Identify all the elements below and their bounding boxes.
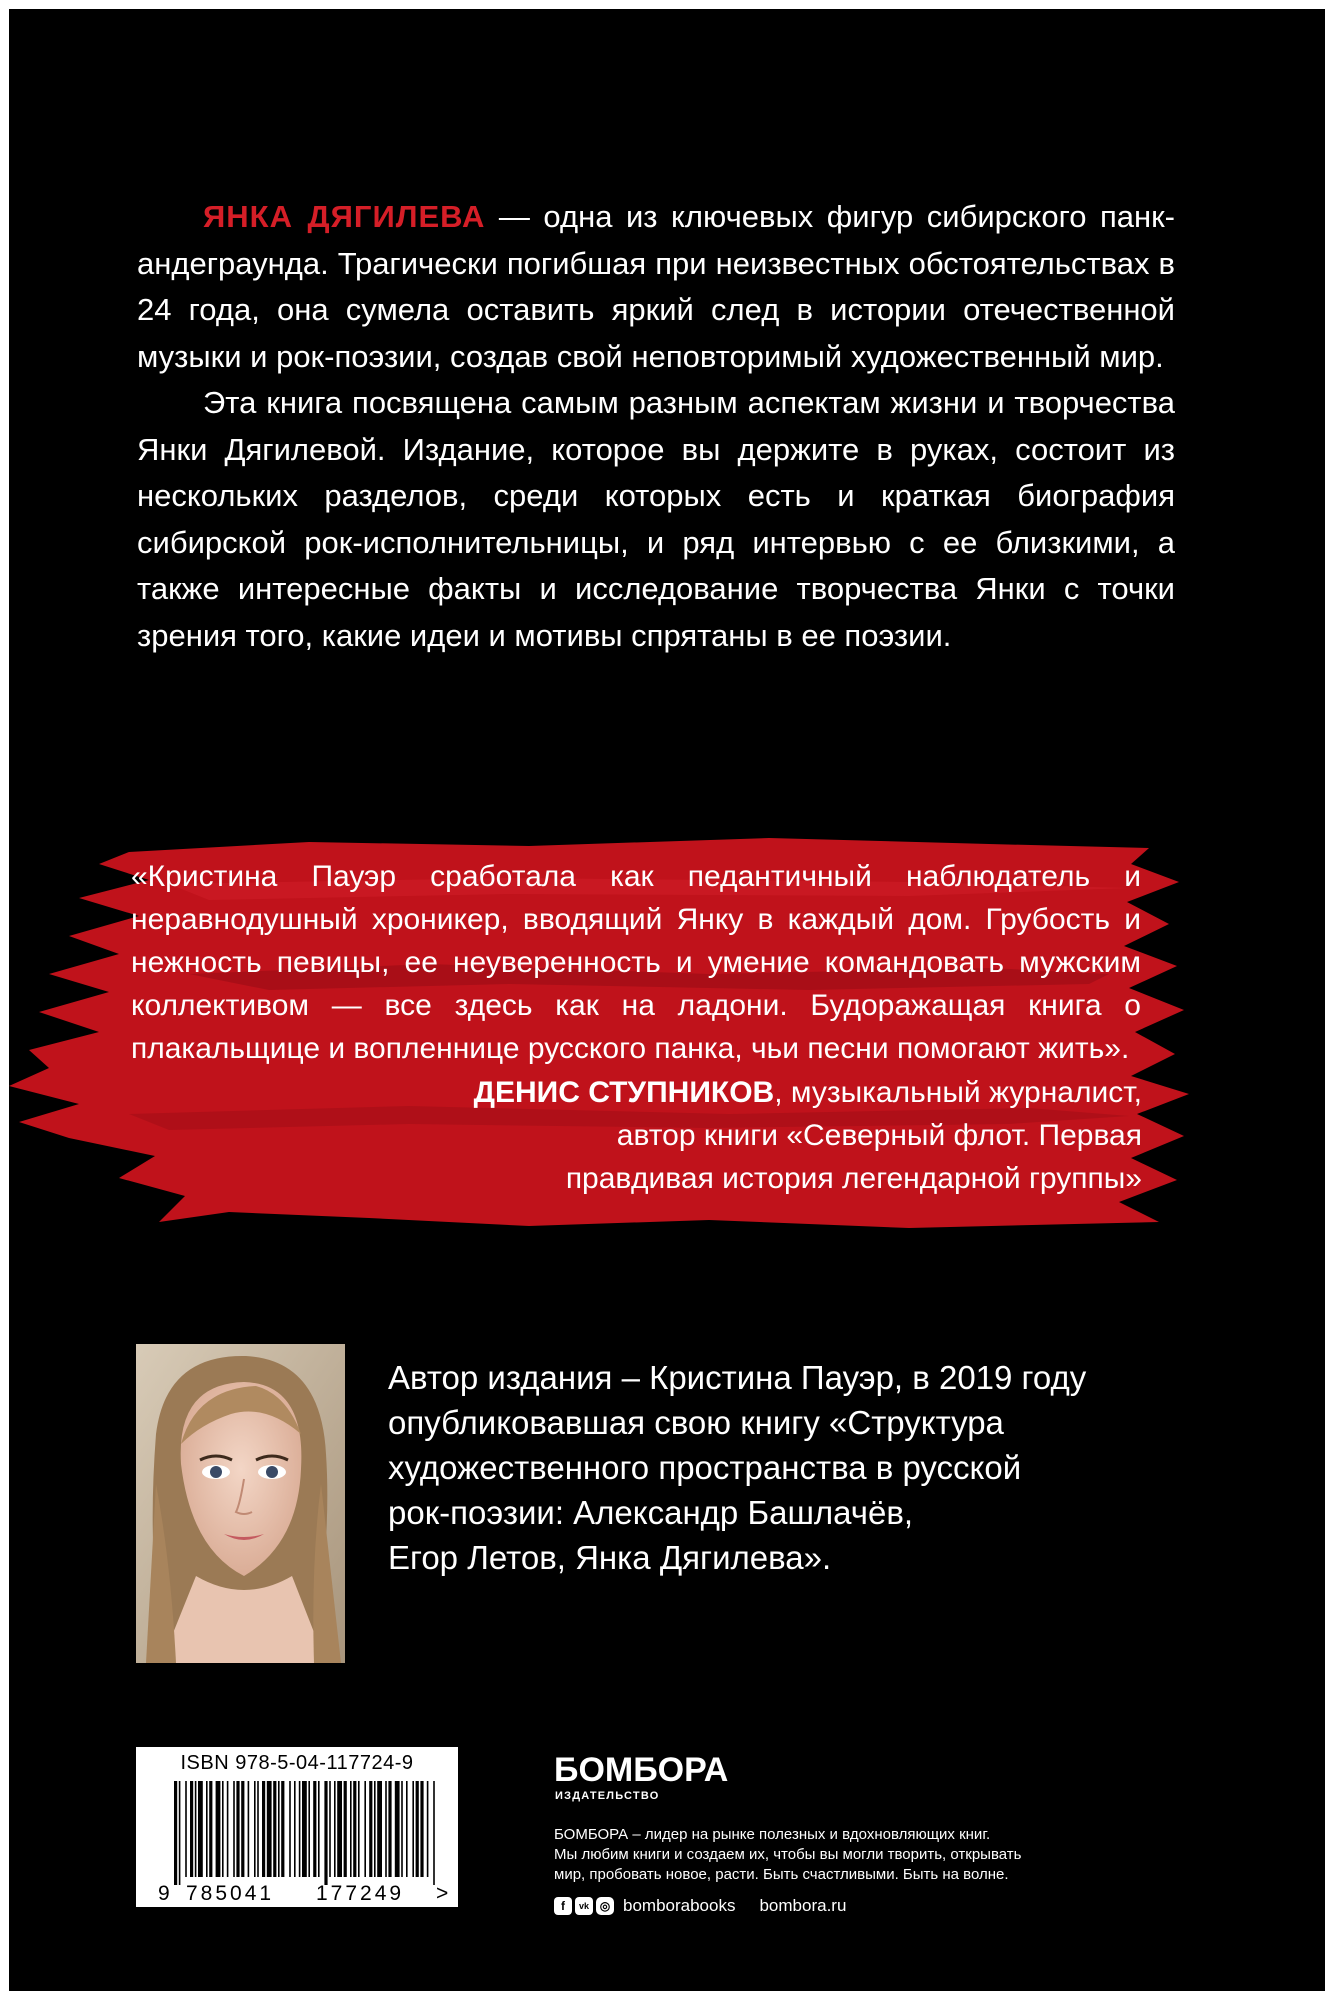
barcode-bar (412, 1781, 414, 1877)
review-quote-text (131, 855, 1141, 1070)
barcode-bar (377, 1781, 382, 1877)
barcode-bar (299, 1781, 301, 1877)
barcode-digits-left: 785041 (186, 1882, 275, 1905)
review-quote-block (9, 824, 1325, 1254)
barcode-bar (406, 1781, 408, 1877)
isbn-barcode (136, 1747, 458, 1907)
barcode-bar (185, 1781, 187, 1877)
author-subject-name: ЯНКА ДЯГИЛЕВА (203, 199, 486, 234)
barcode-bar (273, 1781, 276, 1877)
barcode-bar (374, 1781, 376, 1877)
barcode-bar (416, 1781, 419, 1877)
barcode-bar (267, 1781, 272, 1877)
barcode-arrow: > (436, 1882, 452, 1905)
author-bio-line: опубликовавшая свою книгу «Структура (388, 1404, 1004, 1441)
barcode-bar (289, 1781, 291, 1877)
quote-body: «Кристина Пауэр сработала как педантичный наблюдатель и неравнодушный хроникер, вводящий Янку в каждый дом. Грубость и нежность певицы, ее неуверенность и умение командовать мужским коллективом — все здесь как на ладони. Будоражащая книга о плакальщице и вопленнице русского панка, чьи песни помогают жить». (131, 860, 1141, 1065)
barcode-bar (248, 1781, 250, 1877)
author-bio-line: Егор Летов, Янка Дягилева». (388, 1539, 832, 1576)
barcode-bar (227, 1781, 229, 1877)
publisher-social-links (554, 1895, 846, 1917)
barcode-bar (190, 1781, 193, 1877)
author-bio-line: художественного пространства в русской (388, 1449, 1022, 1486)
barcode-bar (216, 1781, 221, 1877)
barcode-bar (308, 1781, 310, 1877)
barcode-bar (334, 1781, 336, 1877)
book-back-cover (9, 9, 1325, 1991)
barcode-bar (222, 1781, 224, 1877)
reviewer-role: , музыкальный журналист, (774, 1076, 1142, 1109)
quote-attribution (474, 1071, 1142, 1200)
barcode-bar (427, 1781, 429, 1877)
barcode-bar (369, 1781, 372, 1877)
barcode-digits-right: 177249 (316, 1882, 405, 1905)
social-handle: bomborabooks (623, 1896, 736, 1915)
barcode-bar (179, 1781, 181, 1885)
publisher-logo: БОМБОРА (554, 1751, 729, 1789)
barcode-bar (294, 1781, 296, 1877)
barcode-bar (344, 1781, 347, 1877)
barcode-bar (174, 1781, 177, 1885)
author-bio (388, 1355, 1148, 1580)
author-bio-line: Автор издания – Кристина Пауэр, в 2019 году (388, 1359, 1087, 1396)
barcode-bar (350, 1781, 352, 1877)
barcode-bar (302, 1781, 307, 1877)
barcode-bar (241, 1781, 244, 1877)
barcode-bar (337, 1781, 342, 1877)
author-photo (136, 1344, 345, 1663)
description-paragraph-2: Эта книга посвящена самым разным аспектам жизни и творчества Янки Дягилевой. Издание, которое вы держите в руках, состоит из нескольких разделов, среди которых есть и краткая биография сибирской рок-исполнительницы, и ряд интервью с ее близкими, а также интересные факты и исследование творчества Янки с точки зрения того, какие идеи и мотивы спрятаны в ее поэзии. (137, 385, 1175, 653)
isbn-number: ISBN 978-5-04-117724-9 (180, 1752, 414, 1774)
barcode-bar (324, 1781, 327, 1885)
barcode-bar (318, 1781, 320, 1877)
barcode-bar (313, 1781, 316, 1877)
barcode-bar (262, 1781, 265, 1877)
description-paragraph-1-text: — одна из ключевых фигур сибирского панк-андеграунда. Трагически погибшая при неизвестных обстоятельствах в 24 года, она сумела оставить яркий след в истории отечественной музыки и рок-поэзии, создав свой неповторимый художественный мир. (137, 199, 1175, 374)
barcode-bar (281, 1781, 284, 1877)
author-bio-line: рок-поэзии: Александр Башлачёв, (388, 1494, 914, 1531)
barcode-bar (257, 1781, 259, 1877)
facebook-icon: f (554, 1897, 572, 1915)
publisher-desc-line: БОМБОРА – лидер на рынке полезных и вдохновляющих книг. (554, 1826, 991, 1843)
barcode-bar (420, 1781, 423, 1877)
instagram-icon: ◎ (596, 1897, 614, 1915)
barcode-bar (195, 1781, 197, 1877)
publisher-logo-subtitle: ИЗДАТЕЛЬСТВО (555, 1790, 660, 1802)
barcode-bar (395, 1781, 400, 1877)
barcode-bar (358, 1781, 360, 1877)
barcode-bar (209, 1781, 212, 1877)
publisher-desc-line: Мы любим книги и создаем их, чтобы вы могли творить, открывать (554, 1846, 1022, 1863)
reviewer-book-line-1: автор книги «Северный флот. Первая (616, 1119, 1142, 1152)
barcode-bar (364, 1781, 366, 1877)
barcode-bar (401, 1781, 403, 1877)
barcode-bar (278, 1781, 280, 1877)
barcode-bar (433, 1781, 435, 1885)
publisher-description (554, 1825, 1114, 1885)
barcode-bar (198, 1781, 203, 1877)
barcode-bar (254, 1781, 256, 1877)
barcode-bar (236, 1781, 239, 1877)
vk-icon: vk (575, 1897, 593, 1915)
book-description (137, 194, 1175, 659)
publisher-desc-line: мир, пробовать новое, расти. Быть счастливыми. Быть на волне. (554, 1866, 1009, 1883)
barcode-bar (329, 1781, 331, 1877)
publisher-website: bombora.ru (759, 1896, 847, 1915)
barcode-bars (136, 1747, 458, 1907)
reviewer-name: ДЕНИС СТУПНИКОВ (473, 1076, 775, 1109)
barcode-bar (353, 1781, 356, 1877)
description-paragraph-1 (137, 194, 1175, 380)
barcode-bar (206, 1781, 208, 1877)
barcode-bar (385, 1781, 387, 1877)
barcode-lead-digit: 9 (158, 1882, 173, 1905)
barcode-bar (388, 1781, 391, 1877)
barcode-bar (233, 1781, 235, 1877)
reviewer-book-line-2: правдивая история легендарной группы» (565, 1162, 1142, 1195)
